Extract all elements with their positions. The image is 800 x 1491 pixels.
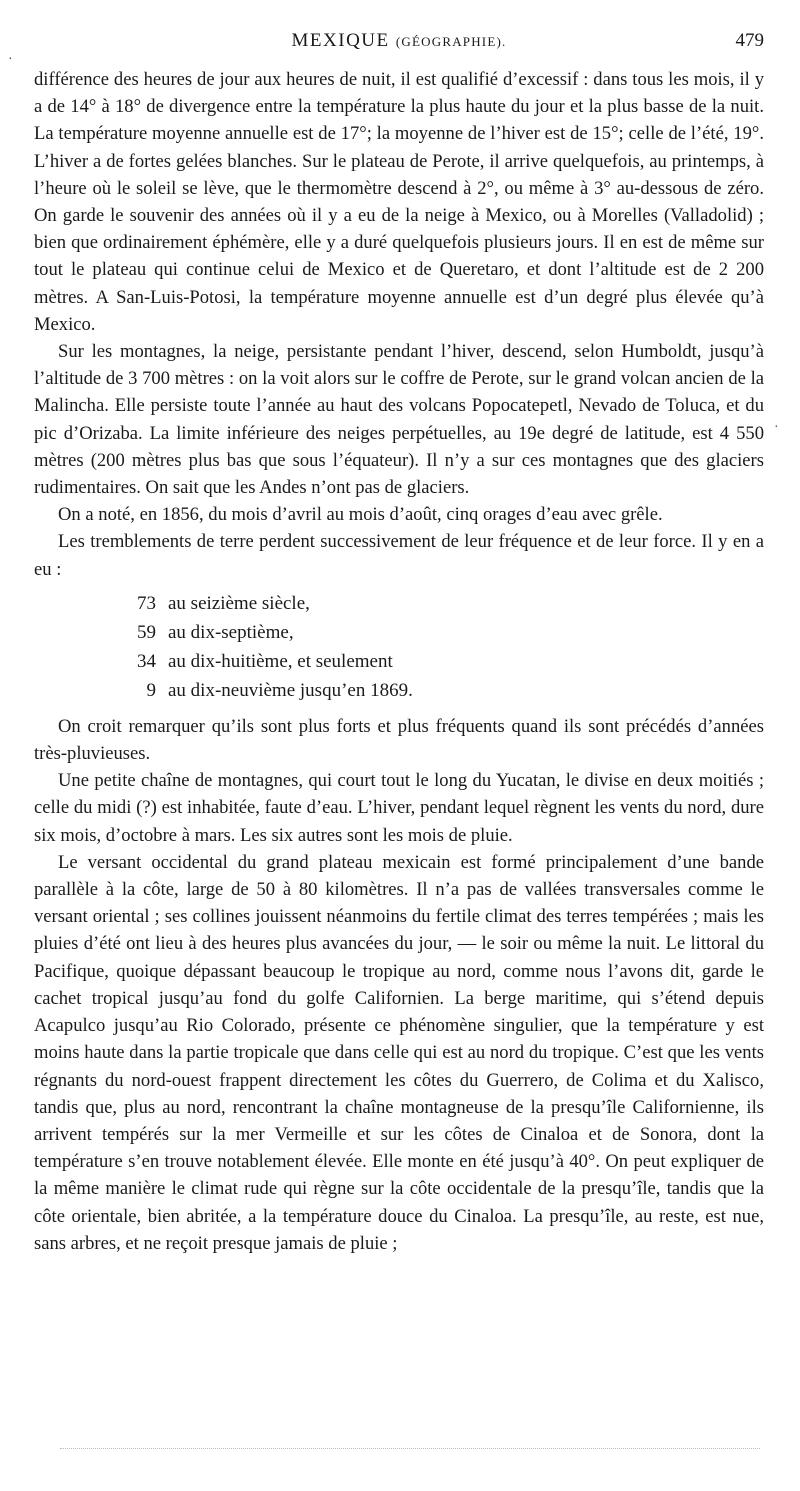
paragraph-snow-mountains: Sur les montagnes, la neige, persistante pendant l’hiver, descend, selon Humboldt, jusqu’à l’altitude de 3 700 mètres : on la voit alors sur le coffre de Perote, sur le grand volcan ancien de la Malincha. Elle persiste toute l’année au haut des volcans Popocatepetl, Nevado de Toluca, et du pic d’Orizaba. La limite inférieure des neiges perpétuelles, au 19e degré de latitude, est 4 550 mètres (200 mètres plus bas que sous l’équateur). Il n’y a sur ces montagnes que des glaciers rudimentaires. On sait que les Andes n’ont pas de glaciers. (34, 341, 764, 499)
list-item (34, 676, 764, 705)
paragraph-climate-plateau: différence des heures de jour aux heures de nuit, il est qualifié d’excessif : dans tous les mois, il y a de 14° à 18° de divergence entre la température la plus haute du jour et la plus basse de la nuit. La température moyenne annuelle est de 17°; la moyenne de l’hiver est de 15°; celle de l’été, 19°. L’hiver a de fortes gelées blanches. Sur le plateau de Perote, il arrive quelquefois, au printemps, à l’heure où le soleil se lève, que le thermomètre descend à 2°, ou même à 3° au-dessous de zéro. On garde le souvenir des années où il y a eu de la neige à Mexico, ou à Morelles (Valladolid) ; bien que ordinairement éphémère, elle y a duré quelquefois plusieurs jours. Il en est de même sur tout le plateau qui continue celui de Mexico et de Queretaro, et dont l’altitude est de 2 200 mètres. A San-Luis-Potosi, la température moyenne annuelle est d’un degré plus élevée qu’à Mexico. (34, 69, 764, 335)
earthquake-count: 73 (137, 592, 156, 614)
body-text (34, 66, 764, 1257)
list-item (34, 589, 764, 618)
paragraph-earthquakes-intro: Les tremblements de terre perdent successivement de leur fréquence et de leur force. Il y en a eu : (34, 531, 764, 580)
earthquake-count: 59 (137, 621, 156, 643)
earthquake-period: au dix-huitième, et seulement (168, 650, 393, 672)
earthquake-period: au seizième siècle, (168, 592, 310, 614)
list-item (34, 618, 764, 647)
paragraph-yucatan: Une petite chaîne de montagnes, qui court tout le long du Yucatan, le divise en deux moitiés ; celle du midi (?) est inhabitée, faute d’eau. L’hiver, pendant lequel règnent les vents du nord, dure six mois, d’octobre à mars. Les six autres sont les mois de pluie. (34, 770, 764, 846)
margin-speck: · (774, 420, 779, 435)
paragraph-storms: On a noté, en 1856, du mois d’avril au mois d’août, cinq orages d’eau avec grêle. (58, 504, 663, 526)
running-title (34, 30, 764, 52)
page-number: 479 (735, 30, 764, 51)
earthquake-period: au dix-septième, (168, 621, 294, 643)
running-title-sub: (GÉOGRAPHIE). (395, 34, 507, 49)
earthquake-list (34, 589, 764, 705)
paragraph-earthquakes-rain: On croit remarquer qu’ils sont plus forts et plus fréquents quand ils sont précédés d’années très-pluvieuses. (34, 715, 764, 765)
earthquake-period: au dix-neuvième jusqu’en 1869. (168, 679, 413, 701)
running-title-main: MEXIQUE (291, 30, 390, 51)
earthquake-count: 9 (146, 679, 156, 701)
margin-speck: · (8, 52, 13, 67)
running-head (34, 30, 764, 56)
paragraph-western-slope: Le versant occidental du grand plateau mexicain est formé principalement d’une bande parallèle à la côte, large de 50 à 80 kilomètres. Il n’a pas de vallées transversales comme le versant oriental ; ses collines jouissent néanmoins du fertile climat des terres tempérées ; mais les pluies d’été ont lieu à des heures plus avancées du jour, — le soir ou même la nuit. Le littoral du Pacifique, quoique dépassant beaucoup le tropique au nord, comme nous l’avons dit, garde le cachet tropical jusqu’au fond du golfe Californien. La berge maritime, qui s’étend depuis Acapulco jusqu’au Rio Colorado, présente ce phénomène singulier, que la température y est moins haute dans la partie tropicale que dans celle qui est au nord du tropique. C’est que les vents régnants du nord-ouest frappent directement les côtes du Guerrero, de Colima et du Xalisco, tandis que, plus au nord, rencontrant la chaîne montagneuse de la presqu’île Californienne, ils arrivent tempérés sur la mer Vermeille et sur les côtes de Cinaloa et de Sonora, dont la température s’en trouve notablement élevée. Elle monte en été jusqu’à 40°. On peut expliquer de la même manière le climat rude qui règne sur la côte occidentale de la presqu’île, tandis que la côte orientale, bien abritée, a la température douce du Cinaloa. La presqu’île, au reste, est nue, sans arbres, et ne reçoit presque jamais de pluie ; (34, 851, 764, 1254)
earthquake-count: 34 (137, 650, 156, 672)
bottom-rule (60, 1448, 760, 1449)
list-item (34, 647, 764, 676)
